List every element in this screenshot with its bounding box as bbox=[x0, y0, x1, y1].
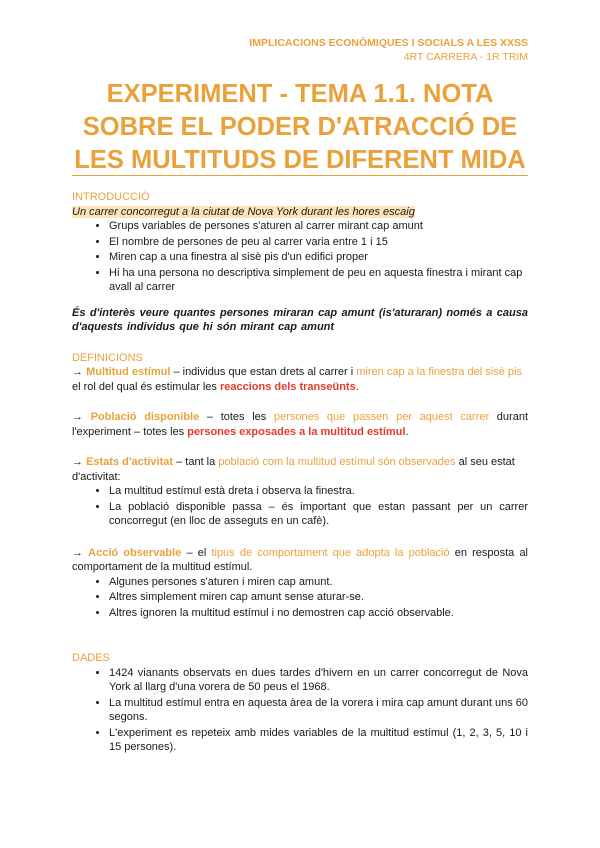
definition-multitud-estimul bbox=[72, 365, 528, 394]
list-item: • Hi ha una persona no descriptiva simplement de peu en aquesta finestra i mirant cap avall al carrer bbox=[109, 266, 528, 295]
list-item: • Altres ignoren la multitud estímul i no demostren cap acció observable. bbox=[109, 606, 528, 621]
intro-subtitle-text: Un carrer concorregut a la ciutat de Nova York durant les hores escaig bbox=[72, 205, 415, 218]
page-title bbox=[60, 78, 540, 177]
highlight-text: persones que passen per aquest carrer bbox=[273, 411, 490, 423]
list-item: • La multitud estímul entra en aquesta àrea de la vorera i mira cap amunt durant uns 60 segons. bbox=[109, 696, 528, 725]
list-item: • La multitud estímul està dreta i observa la finestra. bbox=[109, 484, 528, 499]
term-multitud-estimul: Multitud estímul bbox=[86, 366, 171, 378]
list-item: • El nombre de persones de peu al carrer varia entre 1 i 15 bbox=[109, 235, 528, 250]
term-estats-activitat: Estats d'activitat bbox=[86, 456, 174, 468]
intro-subtitle bbox=[72, 205, 528, 220]
definition-text: – tant la bbox=[173, 456, 219, 468]
highlight-text: miren cap a la finestra del sisè pis bbox=[356, 366, 522, 378]
definition-text: el rol del qual és estimular les bbox=[72, 380, 220, 393]
intro-emphasis: És d'interès veure quantes persones miraran cap amunt (is'aturaran) només a causa d'aquests individus que hi són mirant cap amunt bbox=[72, 306, 528, 333]
data-heading: DADES bbox=[72, 652, 110, 664]
intro-bullet-list bbox=[72, 219, 528, 295]
title-divider bbox=[72, 175, 528, 176]
definition-text: – el bbox=[181, 546, 212, 559]
title-line-2: SOBRE EL PODER D'ATRACCIÓ DE bbox=[82, 113, 518, 141]
highlight-text: tipus de comportament que adopta la població bbox=[211, 546, 450, 559]
definition-text: al seu estat d'activitat: bbox=[72, 456, 515, 483]
title-line-1: EXPERIMENT - TEMA 1.1. NOTA bbox=[106, 80, 494, 108]
red-highlight-text: reaccions dels transeünts bbox=[219, 380, 356, 393]
term-poblacio-disponible: Població disponible bbox=[90, 411, 200, 423]
list-item: • Altres simplement miren cap amunt sense aturar-se. bbox=[109, 590, 528, 605]
list-item: • La població disponible passa – és important que estan passant per un carrer concorregut (en lloc de asseguts en un cafè). bbox=[109, 500, 528, 529]
arrow: → bbox=[72, 366, 87, 378]
list-item: • Grups variables de persones s'aturen al carrer mirant cap amunt bbox=[109, 219, 528, 234]
definition-text: – totes les bbox=[199, 411, 274, 423]
list-item: • L'experiment es repeteix amb mides variables de la multitud estímul (1, 2, 3, 5, 10 i 15 persones). bbox=[109, 726, 528, 755]
definition-text: . bbox=[355, 380, 359, 393]
definition-estats-activitat bbox=[72, 455, 528, 484]
estats-bullet-list bbox=[72, 484, 528, 529]
document-body bbox=[72, 190, 528, 756]
course-subheader: 4RT CARRERA - 1R TRIM bbox=[403, 51, 528, 63]
list-item: • Algunes persones s'aturen i miren cap amunt. bbox=[109, 575, 528, 590]
definition-poblacio-disponible bbox=[72, 410, 528, 439]
term-accio-observable: Acció observable bbox=[88, 546, 182, 559]
arrow: → bbox=[72, 456, 87, 468]
definition-text: – individus que estan drets al carrer i bbox=[170, 366, 357, 378]
definition-text: en resposta al comportament de la multitud estímul. bbox=[72, 546, 529, 573]
accio-bullet-list bbox=[72, 575, 528, 621]
definitions-heading: DEFINICIONS bbox=[72, 351, 143, 364]
highlight-text: població com la multitud estímul són observades bbox=[218, 456, 456, 468]
arrow: → bbox=[72, 546, 89, 559]
intro-heading: INTRODUCCIÓ bbox=[72, 191, 150, 203]
course-header: IMPLICACIONS ECONÒMIQUES I SOCIALS A LES XXSS bbox=[249, 37, 528, 49]
definition-accio-observable bbox=[72, 546, 528, 575]
red-highlight-text: persones exposades a la multitud estímul bbox=[187, 425, 406, 438]
definition-text: . bbox=[405, 425, 409, 438]
data-bullet-list bbox=[72, 666, 528, 755]
arrow: → bbox=[72, 411, 91, 423]
list-item: • Miren cap a una finestra al sisè pis d'un edifici proper bbox=[109, 250, 528, 265]
list-item: • 1424 vianants observats en dues tardes d'hivern en un carrer concorregut de Nova York al llarg d'una vorera de 50 peus el 1968. bbox=[109, 666, 528, 695]
title-line-3: LES MULTITUDS DE DIFERENT MIDA bbox=[74, 146, 526, 174]
definition-text: durant l'experiment – totes les bbox=[72, 411, 528, 438]
